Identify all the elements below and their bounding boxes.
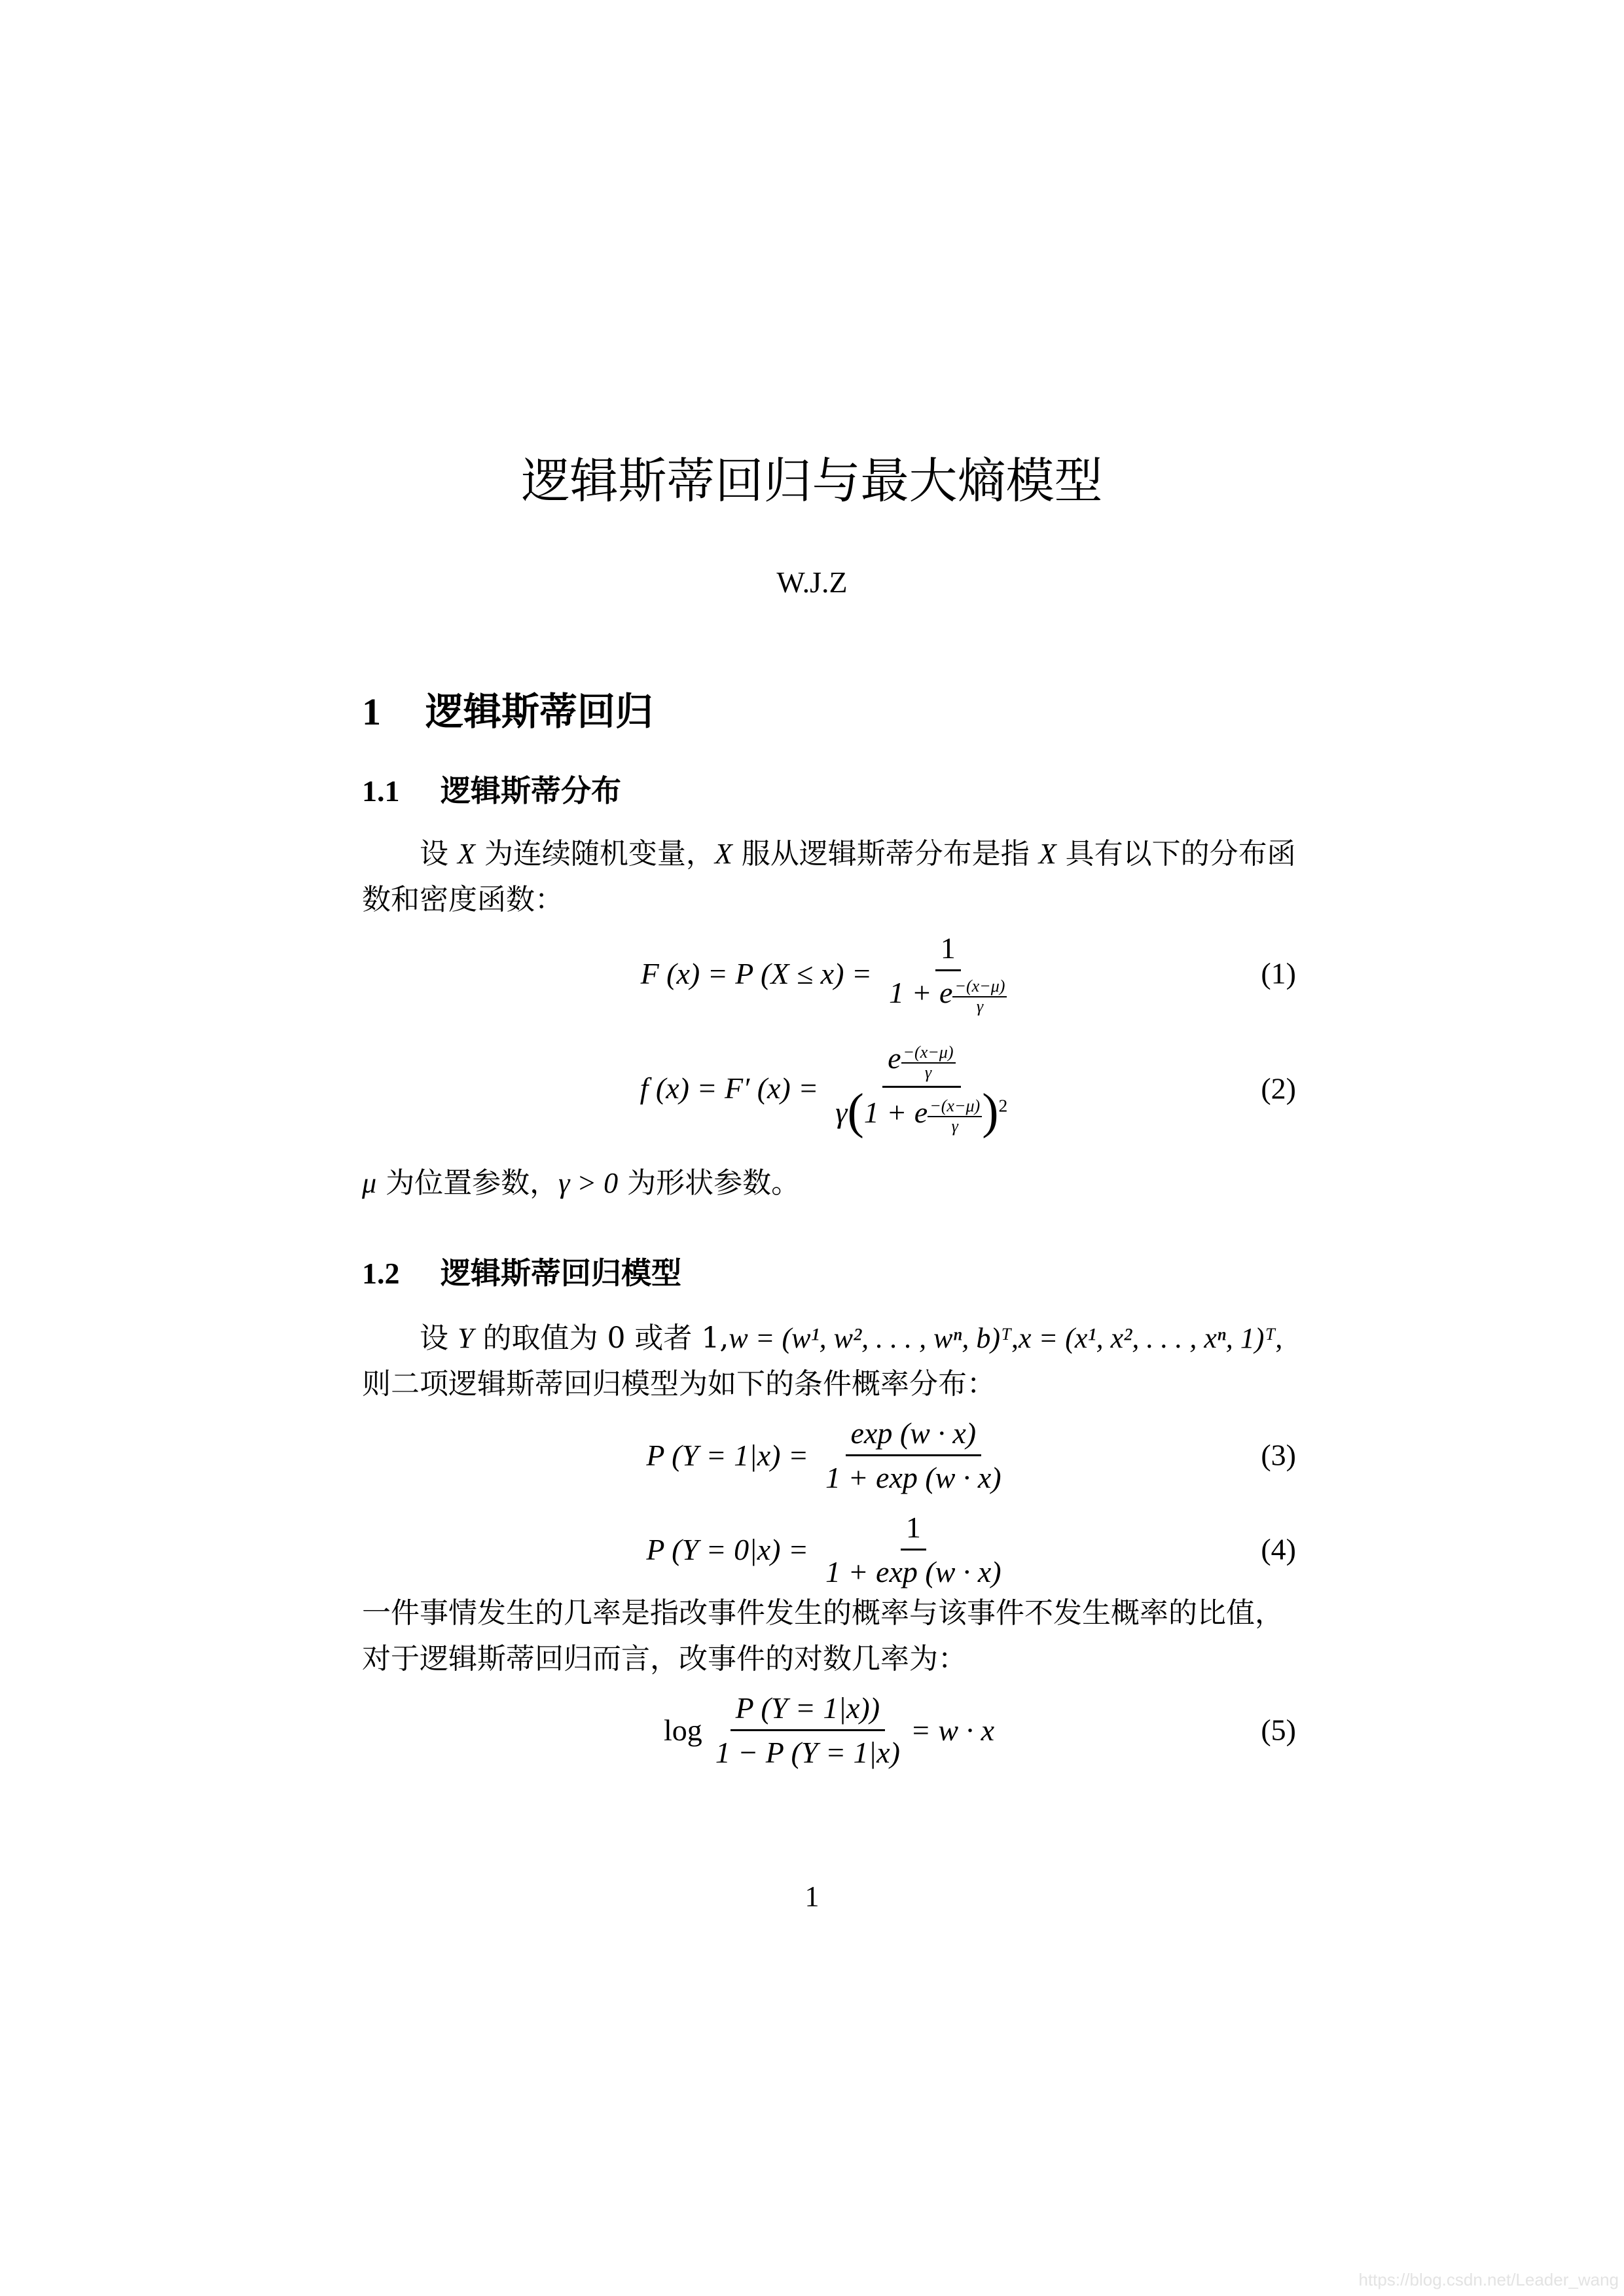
exponent-denominator: γ (976, 997, 984, 1016)
text: 设 (420, 837, 458, 870)
math-var: X (714, 838, 732, 870)
w-vector-definition: w = (w¹, w², . . . , wⁿ, b)ᵀ (729, 1322, 1012, 1354)
exponent-denominator: γ (924, 1062, 932, 1082)
denominator: 1 + exp (w · x) (825, 1554, 1001, 1588)
right-paren: ) (982, 1083, 999, 1139)
paragraph-model-definition (362, 1316, 1296, 1407)
paragraph-log-odds: 一件事情发生的几率是指改事件发生的概率与该事件不发生概率的比值，对于逻辑斯蒂回归而言，改事件的对数几率为： (362, 1596, 1284, 1676)
denominator (884, 971, 1012, 1016)
numerator (882, 1041, 960, 1087)
equation-lhs: P (Y = 1|x) = (646, 1438, 808, 1472)
section-number: 1 (362, 691, 381, 733)
numerator: exp (w · x) (846, 1416, 982, 1456)
denominator: 1 + exp (w · x) (825, 1460, 1001, 1494)
exponent-fraction (928, 1097, 982, 1136)
paragraph-line-2: 则二项逻辑斯蒂回归模型为如下的条件概率分布： (362, 1367, 996, 1401)
section-heading-1 (362, 689, 653, 735)
numerator-base: e (888, 1041, 901, 1075)
subsection-title: 逻辑斯蒂分布 (441, 773, 621, 808)
text: 具有以下的分布函数和密度函数： (362, 837, 1296, 916)
equation-1 (362, 924, 1296, 1022)
text: 为形状参数。 (618, 1166, 801, 1200)
author: W.J.Z (776, 565, 848, 599)
equation-2 (362, 1031, 1296, 1145)
math-var: μ (362, 1167, 377, 1199)
denominator (830, 1083, 1013, 1139)
math-expr: γ > 0 (558, 1167, 619, 1199)
equation-4 (362, 1500, 1296, 1598)
fraction (884, 931, 1012, 1016)
equation-number: (4) (1261, 1532, 1296, 1566)
fraction (820, 1416, 1007, 1495)
exponent-numerator: −(x−μ) (952, 977, 1007, 997)
page-number: 1 (804, 1880, 820, 1912)
parameter-description (362, 1160, 1296, 1206)
section-title: 逻辑斯蒂回归 (425, 689, 654, 734)
document-title: 逻辑斯蒂回归与最大熵模型 (521, 453, 1103, 509)
text: 的取值为 0 或者 1, (473, 1321, 729, 1355)
denominator-base: 1 + e (888, 975, 953, 1009)
fraction (820, 1510, 1007, 1589)
text: , (1275, 1322, 1283, 1354)
x-vector-definition: x = (x¹, x², . . . , xⁿ, 1)ᵀ (1019, 1322, 1276, 1354)
subsection-heading-1-1 (362, 771, 621, 811)
equation-number: (3) (1261, 1438, 1296, 1472)
gamma: γ (835, 1095, 848, 1129)
fraction (710, 1691, 905, 1770)
subsection-title: 逻辑斯蒂回归模型 (441, 1255, 681, 1291)
equation-3 (362, 1406, 1296, 1504)
left-paren: ( (847, 1083, 864, 1139)
equation-number: (5) (1261, 1713, 1296, 1747)
paragraph-logistic-distribution (362, 831, 1296, 923)
equation-rhs: = w · x (910, 1713, 995, 1747)
math-var: X (1038, 838, 1056, 870)
equation-5 (362, 1681, 1296, 1779)
denominator: 1 − P (Y = 1|x) (715, 1735, 900, 1769)
exponent-numerator: −(x−μ) (928, 1097, 982, 1117)
denominator-inner: 1 + e (863, 1095, 928, 1129)
text: 设 (420, 1321, 458, 1355)
text: 服从逻辑斯蒂分布是指 (732, 837, 1039, 870)
separator: , (1011, 1322, 1019, 1354)
watermark: https://blog.csdn.net/Leader_wang (1358, 2270, 1619, 2289)
subsection-heading-1-2 (362, 1253, 681, 1293)
text: 为连续随机变量， (475, 837, 715, 870)
text: 为位置参数， (376, 1166, 559, 1200)
math-var: X (458, 838, 475, 870)
equation-lhs: F (x) = P (X ≤ x) = (640, 956, 872, 990)
subsection-number: 1.1 (362, 774, 400, 808)
numerator: P (Y = 1|x)) (731, 1691, 885, 1731)
exponent-numerator: −(x−μ) (901, 1043, 956, 1064)
exponent-fraction (952, 977, 1007, 1016)
numerator: 1 (935, 931, 961, 971)
subsection-number: 1.2 (362, 1257, 400, 1290)
exponent-denominator: γ (951, 1116, 958, 1136)
equation-lhs: P (Y = 0|x) = (646, 1532, 808, 1566)
power: 2 (998, 1095, 1008, 1116)
equation-lhs: f (x) = F′ (x) = (640, 1071, 819, 1105)
equation-number: (1) (1261, 956, 1296, 990)
equation-number: (2) (1261, 1071, 1296, 1105)
math-var: Y (458, 1322, 474, 1354)
exponent-fraction (901, 1043, 956, 1082)
numerator: 1 (901, 1510, 926, 1551)
paragraph-line-1 (362, 1316, 1296, 1361)
log-operator: log (663, 1713, 702, 1747)
fraction (830, 1041, 1013, 1139)
